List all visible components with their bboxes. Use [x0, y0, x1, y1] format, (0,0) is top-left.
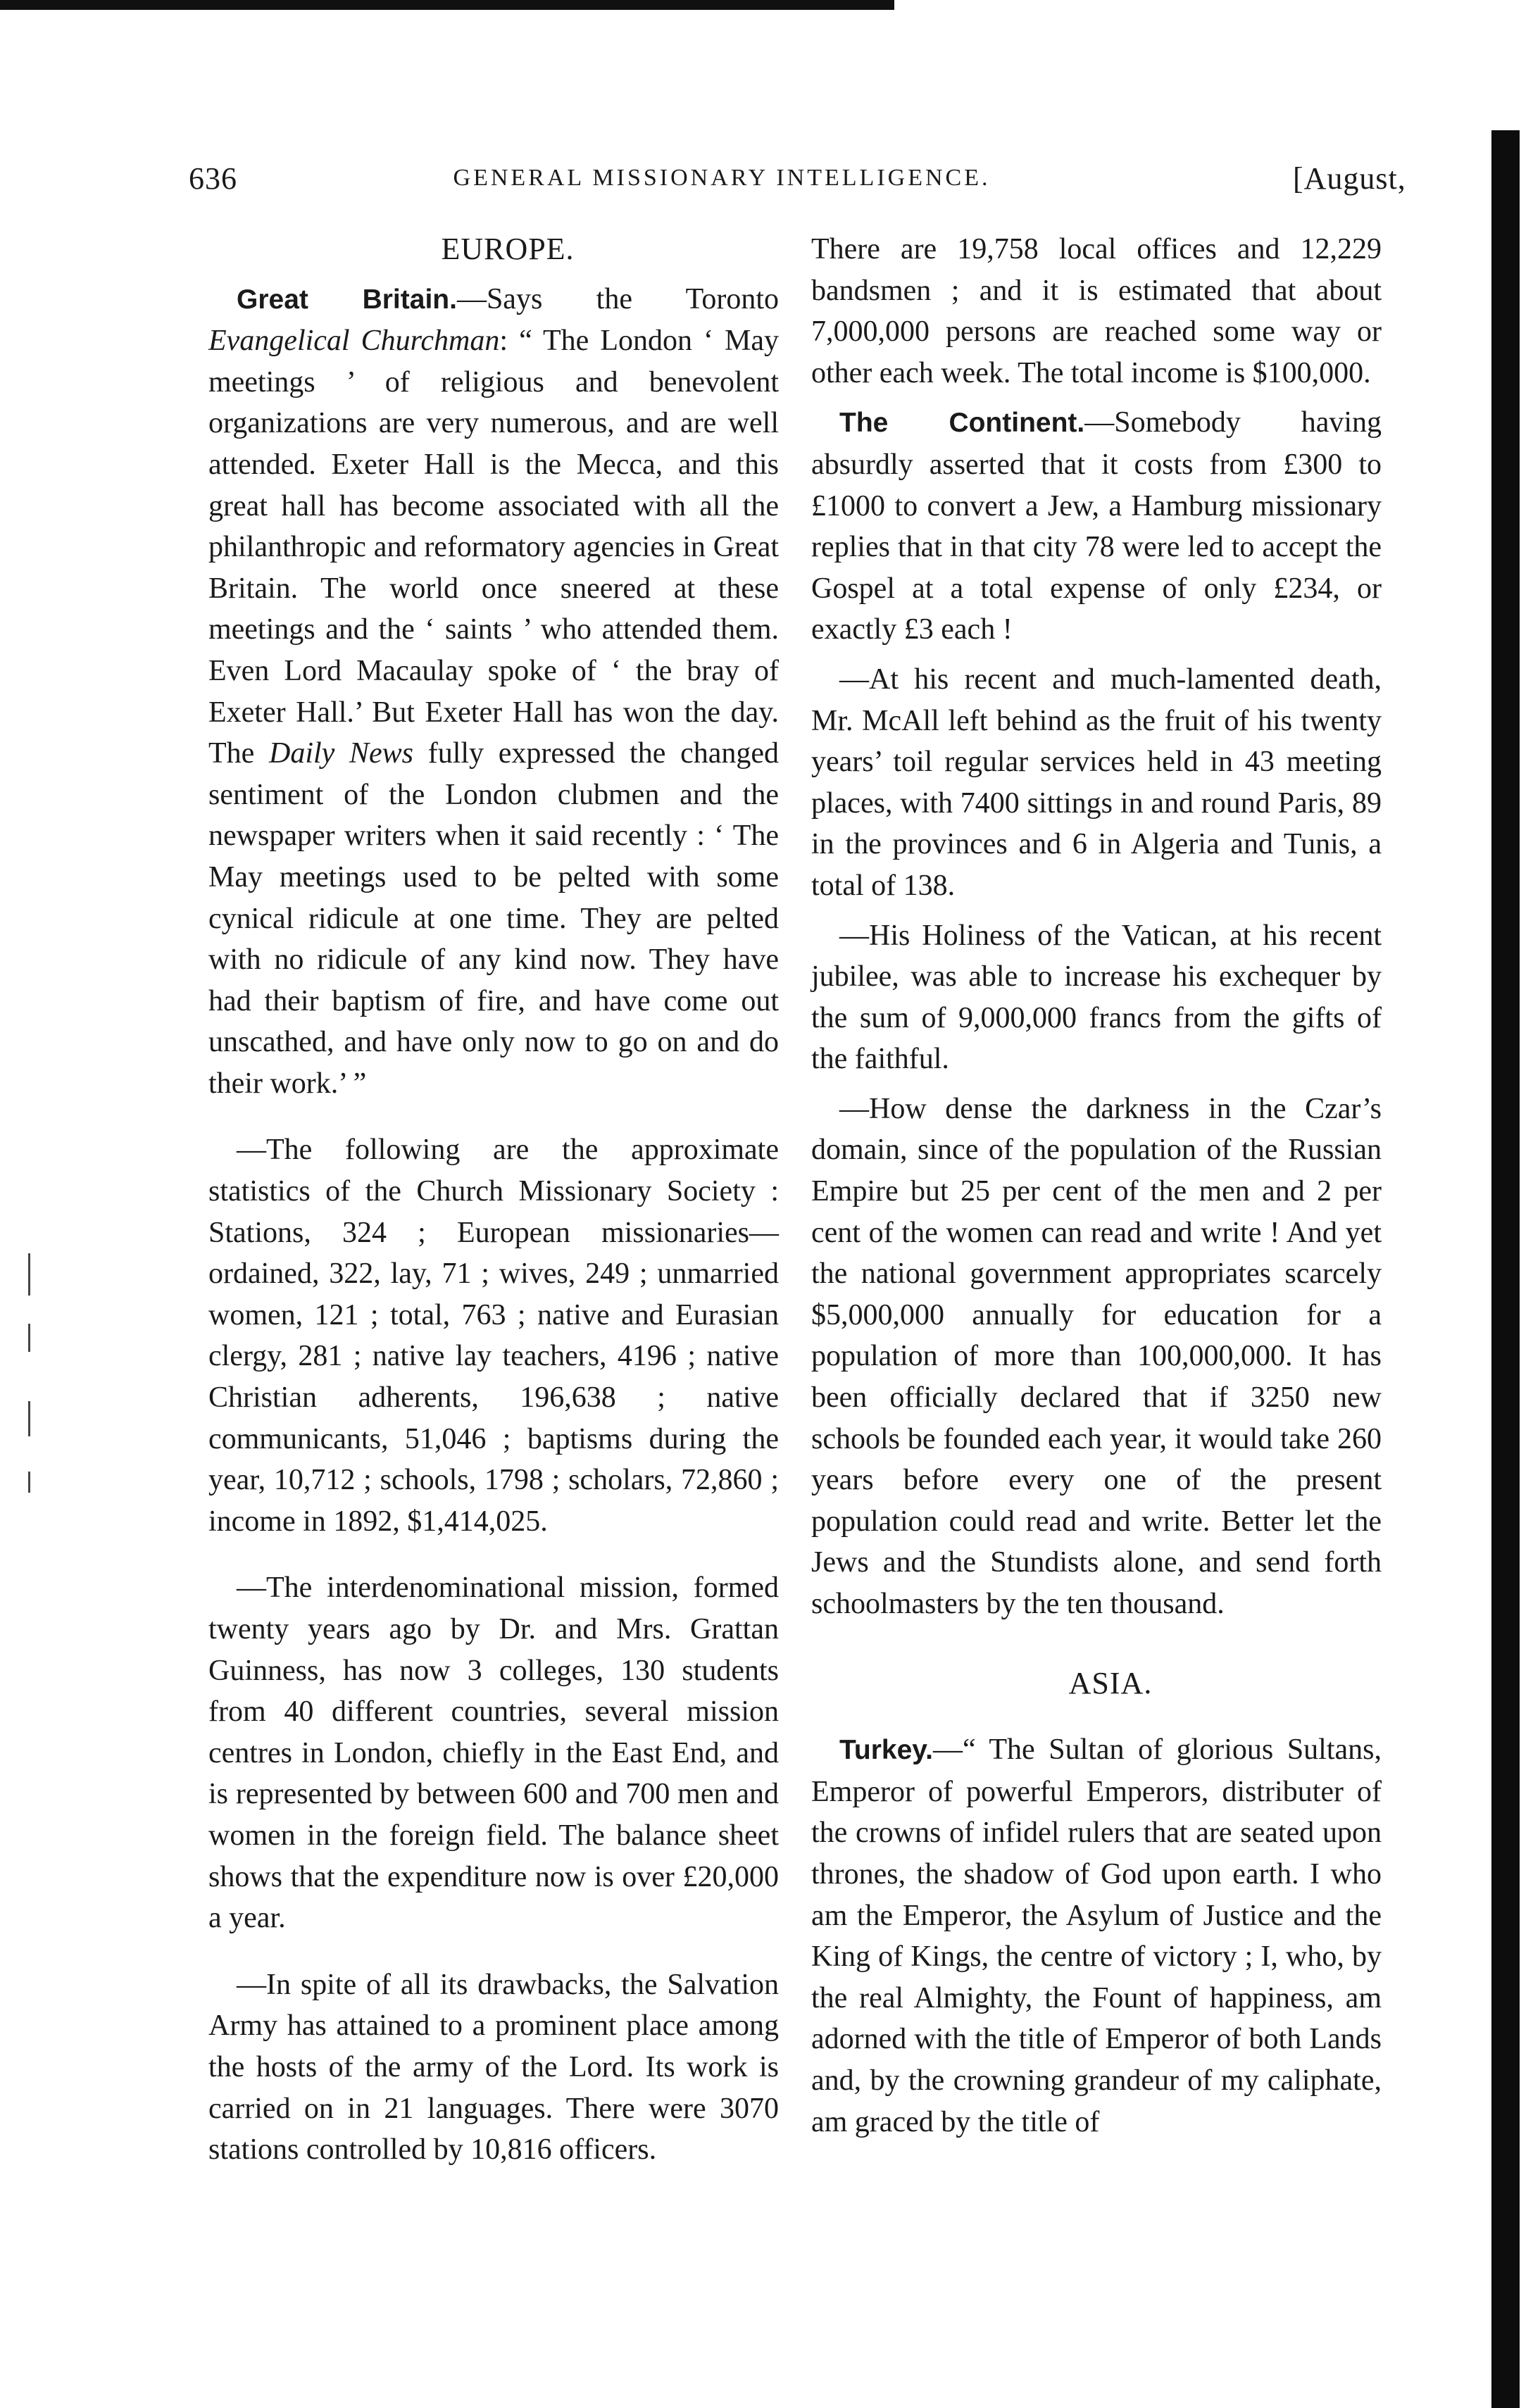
paragraph-mcall: —At his recent and much-lamented death, Mr. McAll left behind as the fruit of his twenty years’ toil regular services held in 43 meeting places, with 7400 sittings in and round Paris, 89 in the provinces and 6 in Algeria and Tunis, a total of 138.: [811, 663, 1382, 902]
paragraph-czar: —How dense the darkness in the Czar’s domain, since of the population of the Russian Empire but 25 per cent of the men and 2 per cent of the women can read and write ! And yet the national government appropriates scarcely $5,000,000 annually for education for a population of more than 100,000,000. It has been officially declared that if 3250 new schools be founded each year, it would take 260 years before every one of the present population could read and write. Better let the Jews and the Stundists alone, and send forth schoolmasters by the ten thousand.: [811, 1092, 1382, 1620]
scan-mark: [28, 1253, 30, 1296]
paragraph-turkey: Turkey.—“ The Sultan of glorious Sultans, Emperor of powerful Emperors, distributer of the crowns of infidel rulers that are seated upon thrones, the shadow of God upon earth. I who am the Emperor, the Asylum of Justice and the King of Kings, the centre of victory ; I, who, by the real Almighty, the Fount of happiness, am adorned with the title of Emperor of both Lands and, by the crowning grandeur of my caliphate, am graced by the title of: [811, 1733, 1382, 2138]
paragraph-cms-statistics: —The following are the approximate statistics of the Church Missionary Society : Stations, 324 ; European missionaries—ordained, 322, lay, 71 ; wives, 249 ; unmarried women, 121 ; total, 763 ; native and Eurasian clergy, 281 ; native lay teachers, 4196 ; native Christian adherents, 196,638 ; native communicants, 51,046 ; baptisms during the year, 10,712 ; schools, 1798 ; scholars, 72,860 ; income in 1892, $1,414,025.: [208, 1134, 779, 1538]
lead-great-britain: Great Britain.: [237, 284, 457, 315]
section-heading-europe: EUROPE.: [441, 232, 575, 266]
paragraph-vatican: —His Holiness of the Vatican, at his recent jubilee, was able to increase his exchequer by the sum of 9,000,000 francs from the gifts of the faithful.: [811, 919, 1382, 1076]
scan-edge-bar: [1491, 130, 1520, 2408]
right-column: [811, 229, 1382, 2143]
paragraph-great-britain: Great Britain.—Says the Toronto Evangelical Churchman: “ The London ‘ May meetings ’ of religious and benevolent organizations are very numerous, and are well attended. Exeter Hall is the Mecca, and this great hall has become associated with all the philanthropic and reformatory agencies in Great Britain. The world once sneered at these meetings and the ‘ saints ’ who attended them. Even Lord Macaulay spoke of ‘ the bray of Exeter Hall.’ But Exeter Hall has won the day. The Daily News fully expressed the changed sentiment of the London clubmen and the newspaper writers when it said recently : ‘ The May meetings used to be pelted with some cynical ridicule at one time. They are pelted with no ridicule of any kind now. They have had their baptism of fire, and have come out unscathed, and have only now to go on and do their work.’ ”: [208, 282, 779, 1100]
newspaper-title: Daily News: [269, 737, 414, 770]
date-mark: [August,: [1293, 161, 1406, 196]
scan-mark: [28, 1401, 30, 1436]
left-column: [208, 229, 779, 2171]
lead-turkey: Turkey.: [839, 1735, 933, 1766]
paragraph-salvation-army-cont: There are 19,758 local offices and 12,229 bandsmen ; and it is estimated that about 7,000,000 persons are reached some way or other each week. The total income is $100,000.: [811, 233, 1382, 389]
running-head: GENERAL MISSIONARY INTELLIGENCE.: [453, 165, 991, 191]
scan-mark: [28, 1472, 30, 1493]
source-title: Evangelical Churchman: [208, 325, 500, 358]
paragraph-guinness-mission: —The interdenominational mission, formed twenty years ago by Dr. and Mrs. Grattan Guinness, has now 3 colleges, 130 students from 40 different countries, several mission centres in London, chiefly in the East End, and is represented by between 600 and 700 men and women in the foreign field. The balance sheet shows that the expenditure now is over £20,000 a year.: [208, 1572, 779, 1935]
page-number: 636: [189, 161, 237, 196]
lead-continent: The Continent.: [839, 408, 1085, 439]
top-rule: [0, 0, 894, 10]
paragraph-salvation-army: —In spite of all its drawbacks, the Salvation Army has attained to a prominent place among the hosts of the army of the Lord. Its work is carried on in 21 languages. There were 3070 stations controlled by 10,816 officers.: [208, 1968, 779, 2166]
paragraph-continent: The Continent.—Somebody having absurdly asserted that it costs from £300 to £1000 to convert a Jew, a Hamburg missionary replies that in that city 78 were led to accept the Gospel at a total expense of only £234, or exactly £3 each !: [811, 406, 1382, 646]
section-heading-asia: ASIA.: [1068, 1665, 1153, 1700]
scan-mark: [28, 1324, 30, 1352]
page-header: [0, 161, 1444, 210]
